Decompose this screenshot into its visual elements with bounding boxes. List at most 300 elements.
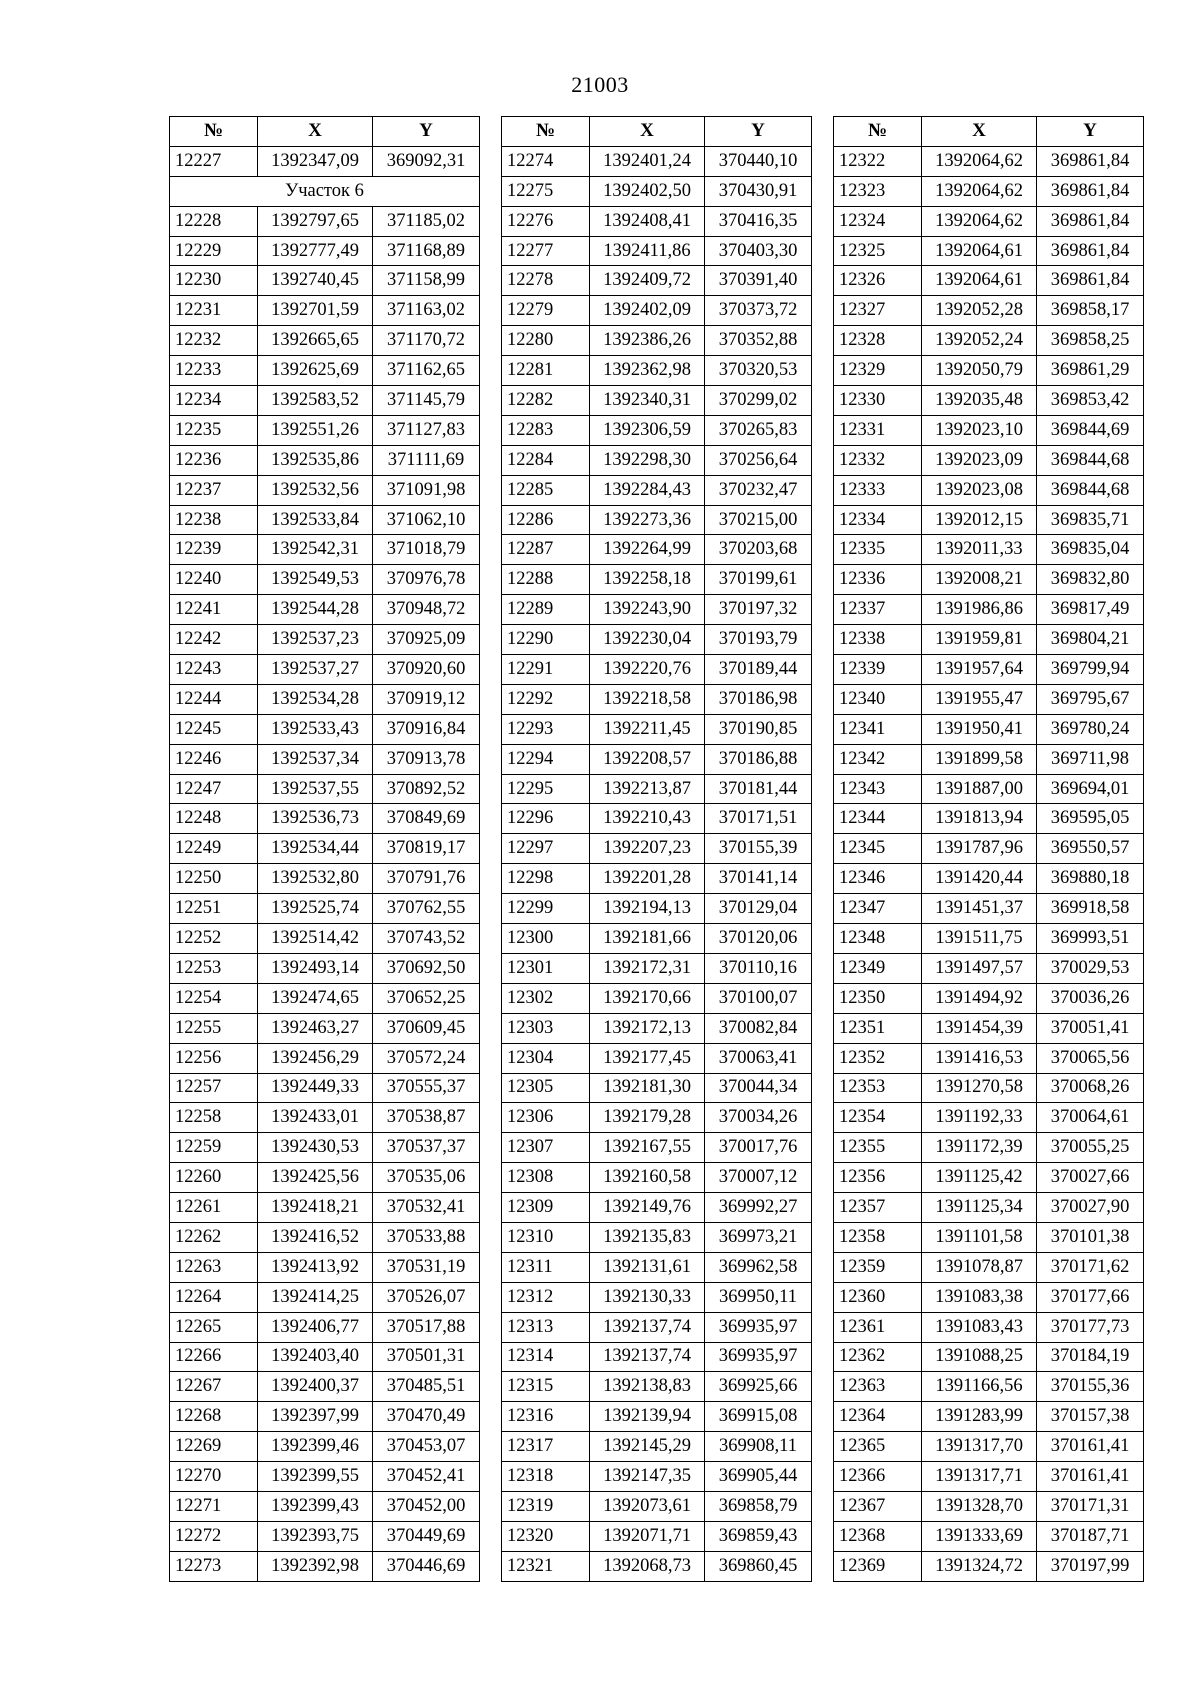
x-coordinate: 1392533,43 bbox=[258, 714, 373, 744]
table-body bbox=[834, 146, 1144, 1581]
y-coordinate: 371145,79 bbox=[373, 386, 480, 416]
x-coordinate: 1392298,30 bbox=[590, 445, 705, 475]
x-coordinate: 1392397,99 bbox=[258, 1402, 373, 1432]
x-coordinate: 1392208,57 bbox=[590, 744, 705, 774]
y-coordinate: 370064,61 bbox=[1037, 1103, 1144, 1133]
x-coordinate: 1392402,50 bbox=[590, 176, 705, 206]
section-title: Участок 6 bbox=[170, 176, 480, 206]
table-row bbox=[834, 625, 1144, 655]
point-number: 12245 bbox=[170, 714, 258, 744]
x-coordinate: 1391451,37 bbox=[922, 894, 1037, 924]
y-coordinate: 371158,99 bbox=[373, 266, 480, 296]
y-coordinate: 370416,35 bbox=[705, 206, 812, 236]
table-row bbox=[834, 983, 1144, 1013]
point-number: 12365 bbox=[834, 1432, 922, 1462]
table-row bbox=[834, 1521, 1144, 1551]
y-coordinate: 370256,64 bbox=[705, 445, 812, 475]
y-coordinate: 370186,88 bbox=[705, 744, 812, 774]
table-row bbox=[834, 1073, 1144, 1103]
x-coordinate: 1392393,75 bbox=[258, 1521, 373, 1551]
table-row bbox=[502, 1073, 812, 1103]
x-coordinate: 1392023,10 bbox=[922, 415, 1037, 445]
y-coordinate: 370485,51 bbox=[373, 1372, 480, 1402]
table-row bbox=[834, 1252, 1144, 1282]
table-row bbox=[834, 326, 1144, 356]
point-number: 12329 bbox=[834, 356, 922, 386]
point-number: 12296 bbox=[502, 804, 590, 834]
table-row bbox=[170, 1193, 480, 1223]
y-coordinate: 369861,84 bbox=[1037, 266, 1144, 296]
point-number: 12338 bbox=[834, 625, 922, 655]
table-row bbox=[502, 1282, 812, 1312]
point-number: 12333 bbox=[834, 475, 922, 505]
table-row bbox=[502, 475, 812, 505]
y-coordinate: 370197,32 bbox=[705, 595, 812, 625]
x-coordinate: 1392130,33 bbox=[590, 1282, 705, 1312]
point-number: 12297 bbox=[502, 834, 590, 864]
table-row bbox=[170, 1282, 480, 1312]
table-row bbox=[502, 714, 812, 744]
table-row bbox=[502, 1342, 812, 1372]
table-row bbox=[834, 1282, 1144, 1312]
y-coordinate: 369861,84 bbox=[1037, 146, 1144, 176]
point-number: 12244 bbox=[170, 684, 258, 714]
y-coordinate: 370743,52 bbox=[373, 924, 480, 954]
y-coordinate: 370791,76 bbox=[373, 864, 480, 894]
table-row bbox=[834, 356, 1144, 386]
table-row bbox=[170, 1252, 480, 1282]
x-coordinate: 1391088,25 bbox=[922, 1342, 1037, 1372]
table-row bbox=[834, 415, 1144, 445]
y-coordinate: 370036,26 bbox=[1037, 983, 1144, 1013]
table-row bbox=[834, 1043, 1144, 1073]
point-number: 12341 bbox=[834, 714, 922, 744]
x-coordinate: 1392210,43 bbox=[590, 804, 705, 834]
point-number: 12269 bbox=[170, 1432, 258, 1462]
x-coordinate: 1391283,99 bbox=[922, 1402, 1037, 1432]
x-coordinate: 1392023,08 bbox=[922, 475, 1037, 505]
x-coordinate: 1391083,43 bbox=[922, 1312, 1037, 1342]
table-row bbox=[170, 565, 480, 595]
y-coordinate: 370976,78 bbox=[373, 565, 480, 595]
x-coordinate: 1391511,75 bbox=[922, 924, 1037, 954]
point-number: 12289 bbox=[502, 595, 590, 625]
y-coordinate: 370027,66 bbox=[1037, 1163, 1144, 1193]
y-coordinate: 370532,41 bbox=[373, 1193, 480, 1223]
x-coordinate: 1392167,55 bbox=[590, 1133, 705, 1163]
y-coordinate: 370177,73 bbox=[1037, 1312, 1144, 1342]
table-row bbox=[834, 864, 1144, 894]
y-coordinate: 370373,72 bbox=[705, 296, 812, 326]
table-row bbox=[170, 1551, 480, 1581]
x-coordinate: 1392347,09 bbox=[258, 146, 373, 176]
x-coordinate: 1392149,76 bbox=[590, 1193, 705, 1223]
table-row bbox=[834, 1163, 1144, 1193]
point-number: 12247 bbox=[170, 774, 258, 804]
y-coordinate: 370352,88 bbox=[705, 326, 812, 356]
point-number: 12302 bbox=[502, 983, 590, 1013]
point-number: 12230 bbox=[170, 266, 258, 296]
y-coordinate: 370029,53 bbox=[1037, 953, 1144, 983]
y-coordinate: 370920,60 bbox=[373, 655, 480, 685]
table-row bbox=[170, 1491, 480, 1521]
y-coordinate: 370452,41 bbox=[373, 1462, 480, 1492]
point-number: 12315 bbox=[502, 1372, 590, 1402]
point-number: 12253 bbox=[170, 953, 258, 983]
header-y: Y bbox=[373, 117, 480, 147]
table-row bbox=[170, 744, 480, 774]
x-coordinate: 1392012,15 bbox=[922, 505, 1037, 535]
x-coordinate: 1392284,43 bbox=[590, 475, 705, 505]
y-coordinate: 370082,84 bbox=[705, 1013, 812, 1043]
point-number: 12243 bbox=[170, 655, 258, 685]
x-coordinate: 1392068,73 bbox=[590, 1551, 705, 1581]
table-row bbox=[170, 1402, 480, 1432]
table-row bbox=[502, 774, 812, 804]
x-coordinate: 1392052,28 bbox=[922, 296, 1037, 326]
y-coordinate: 369858,79 bbox=[705, 1491, 812, 1521]
table-row bbox=[834, 1312, 1144, 1342]
table-row bbox=[502, 1312, 812, 1342]
y-coordinate: 370199,61 bbox=[705, 565, 812, 595]
table-row bbox=[170, 834, 480, 864]
table-row bbox=[502, 1163, 812, 1193]
y-coordinate: 369950,11 bbox=[705, 1282, 812, 1312]
table-row bbox=[834, 834, 1144, 864]
point-number: 12238 bbox=[170, 505, 258, 535]
x-coordinate: 1392544,28 bbox=[258, 595, 373, 625]
y-coordinate: 369861,84 bbox=[1037, 236, 1144, 266]
y-coordinate: 370470,49 bbox=[373, 1402, 480, 1432]
y-coordinate: 369804,21 bbox=[1037, 625, 1144, 655]
x-coordinate: 1392064,61 bbox=[922, 266, 1037, 296]
table-row bbox=[502, 1043, 812, 1073]
point-number: 12275 bbox=[502, 176, 590, 206]
x-coordinate: 1391899,58 bbox=[922, 744, 1037, 774]
point-number: 12229 bbox=[170, 236, 258, 266]
header-number: № bbox=[502, 117, 590, 147]
x-coordinate: 1391957,64 bbox=[922, 655, 1037, 685]
table-row bbox=[502, 834, 812, 864]
table-row bbox=[834, 1402, 1144, 1432]
point-number: 12274 bbox=[502, 146, 590, 176]
x-coordinate: 1392534,44 bbox=[258, 834, 373, 864]
point-number: 12287 bbox=[502, 535, 590, 565]
x-coordinate: 1392549,53 bbox=[258, 565, 373, 595]
y-coordinate: 370068,26 bbox=[1037, 1073, 1144, 1103]
table-row bbox=[834, 1133, 1144, 1163]
table-row bbox=[502, 1521, 812, 1551]
point-number: 12309 bbox=[502, 1193, 590, 1223]
x-coordinate: 1392147,35 bbox=[590, 1462, 705, 1492]
x-coordinate: 1391078,87 bbox=[922, 1252, 1037, 1282]
x-coordinate: 1392418,21 bbox=[258, 1193, 373, 1223]
x-coordinate: 1392050,79 bbox=[922, 356, 1037, 386]
table-row bbox=[502, 1491, 812, 1521]
y-coordinate: 370187,71 bbox=[1037, 1521, 1144, 1551]
coordinates-table-1 bbox=[169, 116, 480, 1582]
x-coordinate: 1392177,45 bbox=[590, 1043, 705, 1073]
x-coordinate: 1391083,38 bbox=[922, 1282, 1037, 1312]
point-number: 12351 bbox=[834, 1013, 922, 1043]
y-coordinate: 369992,27 bbox=[705, 1193, 812, 1223]
x-coordinate: 1392073,61 bbox=[590, 1491, 705, 1521]
x-coordinate: 1392306,59 bbox=[590, 415, 705, 445]
point-number: 12352 bbox=[834, 1043, 922, 1073]
x-coordinate: 1392493,14 bbox=[258, 953, 373, 983]
y-coordinate: 370100,07 bbox=[705, 983, 812, 1013]
y-coordinate: 370189,44 bbox=[705, 655, 812, 685]
table-body bbox=[170, 146, 480, 1581]
y-coordinate: 370652,25 bbox=[373, 983, 480, 1013]
y-coordinate: 370027,90 bbox=[1037, 1193, 1144, 1223]
y-coordinate: 369962,58 bbox=[705, 1252, 812, 1282]
x-coordinate: 1392399,46 bbox=[258, 1432, 373, 1462]
point-number: 12366 bbox=[834, 1462, 922, 1492]
y-coordinate: 370762,55 bbox=[373, 894, 480, 924]
y-coordinate: 370453,07 bbox=[373, 1432, 480, 1462]
x-coordinate: 1392064,62 bbox=[922, 206, 1037, 236]
point-number: 12362 bbox=[834, 1342, 922, 1372]
point-number: 12298 bbox=[502, 864, 590, 894]
point-number: 12266 bbox=[170, 1342, 258, 1372]
y-coordinate: 370186,98 bbox=[705, 684, 812, 714]
point-number: 12284 bbox=[502, 445, 590, 475]
point-number: 12336 bbox=[834, 565, 922, 595]
x-coordinate: 1391324,72 bbox=[922, 1551, 1037, 1581]
y-coordinate: 370120,06 bbox=[705, 924, 812, 954]
x-coordinate: 1392052,24 bbox=[922, 326, 1037, 356]
table-row bbox=[170, 1521, 480, 1551]
point-number: 12320 bbox=[502, 1521, 590, 1551]
y-coordinate: 370517,88 bbox=[373, 1312, 480, 1342]
table-row bbox=[502, 415, 812, 445]
table-row bbox=[834, 1491, 1144, 1521]
point-number: 12236 bbox=[170, 445, 258, 475]
y-coordinate: 369550,57 bbox=[1037, 834, 1144, 864]
header-x: X bbox=[590, 117, 705, 147]
x-coordinate: 1392160,58 bbox=[590, 1163, 705, 1193]
y-coordinate: 369832,80 bbox=[1037, 565, 1144, 595]
y-coordinate: 369795,67 bbox=[1037, 684, 1144, 714]
point-number: 12364 bbox=[834, 1402, 922, 1432]
x-coordinate: 1392401,24 bbox=[590, 146, 705, 176]
y-coordinate: 370193,79 bbox=[705, 625, 812, 655]
table-row bbox=[170, 595, 480, 625]
table-row bbox=[502, 595, 812, 625]
point-number: 12270 bbox=[170, 1462, 258, 1492]
point-number: 12353 bbox=[834, 1073, 922, 1103]
point-number: 12292 bbox=[502, 684, 590, 714]
point-number: 12294 bbox=[502, 744, 590, 774]
header-number: № bbox=[834, 117, 922, 147]
table-row bbox=[834, 1462, 1144, 1492]
x-coordinate: 1391328,70 bbox=[922, 1491, 1037, 1521]
point-number: 12279 bbox=[502, 296, 590, 326]
y-coordinate: 370203,68 bbox=[705, 535, 812, 565]
coordinates-table-2 bbox=[501, 116, 812, 1582]
point-number: 12360 bbox=[834, 1282, 922, 1312]
x-coordinate: 1391101,58 bbox=[922, 1222, 1037, 1252]
point-number: 12290 bbox=[502, 625, 590, 655]
x-coordinate: 1392220,76 bbox=[590, 655, 705, 685]
y-coordinate: 370171,51 bbox=[705, 804, 812, 834]
table-row bbox=[502, 1462, 812, 1492]
table-row bbox=[170, 983, 480, 1013]
x-coordinate: 1391192,33 bbox=[922, 1103, 1037, 1133]
point-number: 12273 bbox=[170, 1551, 258, 1581]
y-coordinate: 369993,51 bbox=[1037, 924, 1144, 954]
y-coordinate: 369092,31 bbox=[373, 146, 480, 176]
point-number: 12246 bbox=[170, 744, 258, 774]
point-number: 12300 bbox=[502, 924, 590, 954]
x-coordinate: 1392400,37 bbox=[258, 1372, 373, 1402]
point-number: 12295 bbox=[502, 774, 590, 804]
x-coordinate: 1392243,90 bbox=[590, 595, 705, 625]
table-row bbox=[834, 236, 1144, 266]
y-coordinate: 370535,06 bbox=[373, 1163, 480, 1193]
x-coordinate: 1392172,31 bbox=[590, 953, 705, 983]
y-coordinate: 370265,83 bbox=[705, 415, 812, 445]
table-header-row bbox=[834, 117, 1144, 147]
y-coordinate: 371091,98 bbox=[373, 475, 480, 505]
x-coordinate: 1392537,34 bbox=[258, 744, 373, 774]
x-coordinate: 1392537,55 bbox=[258, 774, 373, 804]
point-number: 12272 bbox=[170, 1521, 258, 1551]
point-number: 12332 bbox=[834, 445, 922, 475]
y-coordinate: 370157,38 bbox=[1037, 1402, 1144, 1432]
header-y: Y bbox=[1037, 117, 1144, 147]
point-number: 12345 bbox=[834, 834, 922, 864]
x-coordinate: 1392137,74 bbox=[590, 1342, 705, 1372]
point-number: 12248 bbox=[170, 804, 258, 834]
table-row bbox=[834, 386, 1144, 416]
table-row bbox=[834, 1551, 1144, 1581]
point-number: 12348 bbox=[834, 924, 922, 954]
point-number: 12354 bbox=[834, 1103, 922, 1133]
x-coordinate: 1392340,31 bbox=[590, 386, 705, 416]
point-number: 12308 bbox=[502, 1163, 590, 1193]
table-row bbox=[502, 684, 812, 714]
y-coordinate: 370129,04 bbox=[705, 894, 812, 924]
x-coordinate: 1391986,86 bbox=[922, 595, 1037, 625]
point-number: 12293 bbox=[502, 714, 590, 744]
point-number: 12350 bbox=[834, 983, 922, 1013]
table-row bbox=[170, 774, 480, 804]
table-row bbox=[502, 565, 812, 595]
x-coordinate: 1391420,44 bbox=[922, 864, 1037, 894]
y-coordinate: 370391,40 bbox=[705, 266, 812, 296]
table-row bbox=[502, 505, 812, 535]
table-row bbox=[502, 326, 812, 356]
point-number: 12268 bbox=[170, 1402, 258, 1432]
y-coordinate: 370538,87 bbox=[373, 1103, 480, 1133]
point-number: 12283 bbox=[502, 415, 590, 445]
point-number: 12263 bbox=[170, 1252, 258, 1282]
y-coordinate: 370537,37 bbox=[373, 1133, 480, 1163]
table-row bbox=[170, 1462, 480, 1492]
point-number: 12312 bbox=[502, 1282, 590, 1312]
y-coordinate: 370007,12 bbox=[705, 1163, 812, 1193]
table-row bbox=[170, 625, 480, 655]
x-coordinate: 1392137,74 bbox=[590, 1312, 705, 1342]
y-coordinate: 370430,91 bbox=[705, 176, 812, 206]
x-coordinate: 1392414,25 bbox=[258, 1282, 373, 1312]
table-row bbox=[834, 505, 1144, 535]
table-row bbox=[502, 236, 812, 266]
point-number: 12303 bbox=[502, 1013, 590, 1043]
point-number: 12280 bbox=[502, 326, 590, 356]
point-number: 12322 bbox=[834, 146, 922, 176]
y-coordinate: 370063,41 bbox=[705, 1043, 812, 1073]
y-coordinate: 371018,79 bbox=[373, 535, 480, 565]
y-coordinate: 370948,72 bbox=[373, 595, 480, 625]
x-coordinate: 1392170,66 bbox=[590, 983, 705, 1013]
y-coordinate: 371162,65 bbox=[373, 356, 480, 386]
y-coordinate: 370110,16 bbox=[705, 953, 812, 983]
y-coordinate: 370184,19 bbox=[1037, 1342, 1144, 1372]
point-number: 12317 bbox=[502, 1432, 590, 1462]
y-coordinate: 370609,45 bbox=[373, 1013, 480, 1043]
x-coordinate: 1392064,62 bbox=[922, 176, 1037, 206]
x-coordinate: 1392625,69 bbox=[258, 356, 373, 386]
y-coordinate: 370913,78 bbox=[373, 744, 480, 774]
table-row bbox=[834, 266, 1144, 296]
y-coordinate: 371185,02 bbox=[373, 206, 480, 236]
table-row bbox=[170, 1043, 480, 1073]
x-coordinate: 1392194,13 bbox=[590, 894, 705, 924]
table-row bbox=[834, 1342, 1144, 1372]
x-coordinate: 1392201,28 bbox=[590, 864, 705, 894]
y-coordinate: 370215,00 bbox=[705, 505, 812, 535]
x-coordinate: 1392542,31 bbox=[258, 535, 373, 565]
table-row bbox=[170, 684, 480, 714]
table-row bbox=[170, 296, 480, 326]
table-row bbox=[502, 924, 812, 954]
table-row bbox=[502, 804, 812, 834]
x-coordinate: 1391787,96 bbox=[922, 834, 1037, 864]
point-number: 12327 bbox=[834, 296, 922, 326]
x-coordinate: 1392425,56 bbox=[258, 1163, 373, 1193]
x-coordinate: 1392551,26 bbox=[258, 415, 373, 445]
x-coordinate: 1391125,34 bbox=[922, 1193, 1037, 1223]
table-row bbox=[170, 236, 480, 266]
point-number: 12299 bbox=[502, 894, 590, 924]
point-number: 12282 bbox=[502, 386, 590, 416]
point-number: 12228 bbox=[170, 206, 258, 236]
table-row bbox=[170, 1372, 480, 1402]
y-coordinate: 370533,88 bbox=[373, 1222, 480, 1252]
x-coordinate: 1392583,52 bbox=[258, 386, 373, 416]
point-number: 12310 bbox=[502, 1222, 590, 1252]
table-row bbox=[170, 415, 480, 445]
y-coordinate: 370055,25 bbox=[1037, 1133, 1144, 1163]
point-number: 12342 bbox=[834, 744, 922, 774]
y-coordinate: 369859,43 bbox=[705, 1521, 812, 1551]
table-row bbox=[834, 1372, 1144, 1402]
point-number: 12261 bbox=[170, 1193, 258, 1223]
table-row bbox=[834, 1432, 1144, 1462]
y-coordinate: 370555,37 bbox=[373, 1073, 480, 1103]
y-coordinate: 370692,50 bbox=[373, 953, 480, 983]
x-coordinate: 1392514,42 bbox=[258, 924, 373, 954]
point-number: 12237 bbox=[170, 475, 258, 505]
point-number: 12264 bbox=[170, 1282, 258, 1312]
header-number: № bbox=[170, 117, 258, 147]
table-row bbox=[502, 296, 812, 326]
x-coordinate: 1391955,47 bbox=[922, 684, 1037, 714]
point-number: 12344 bbox=[834, 804, 922, 834]
